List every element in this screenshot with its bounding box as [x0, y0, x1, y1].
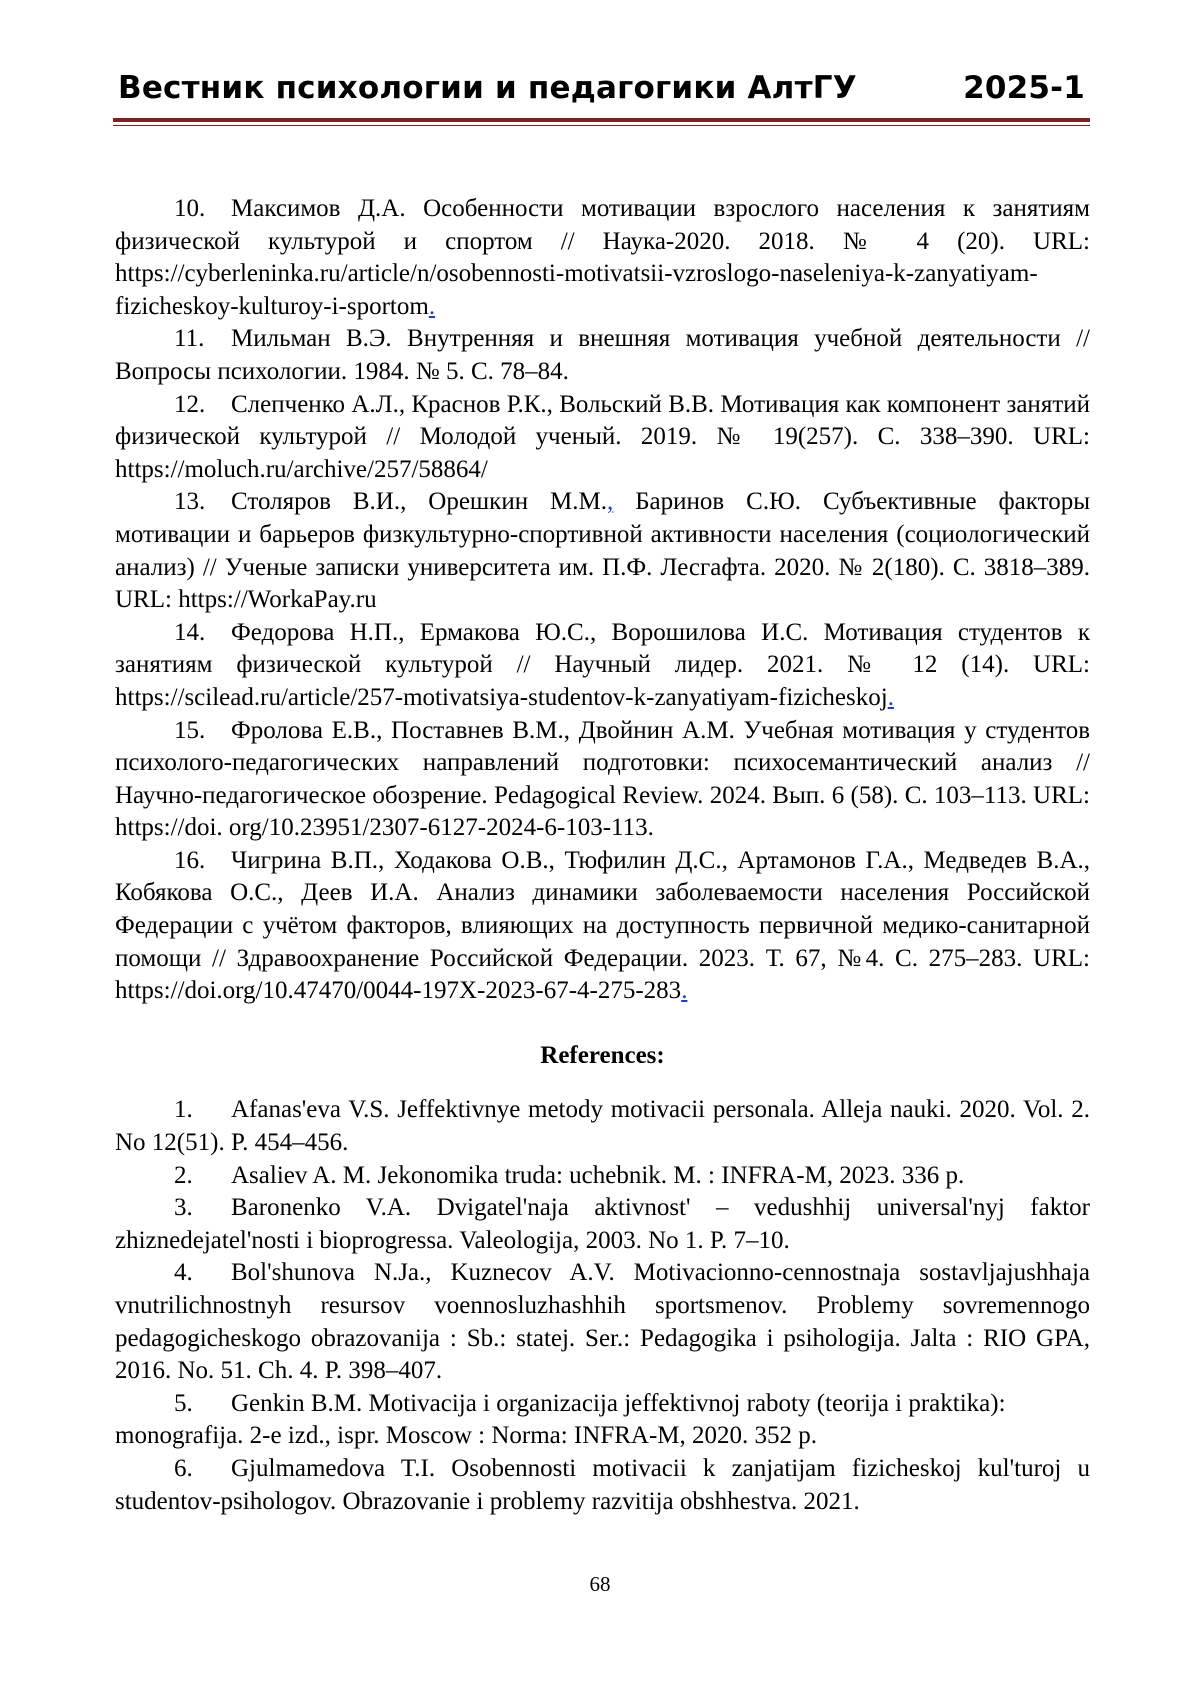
- reference-number: 11.: [174, 323, 231, 356]
- reference-item: [115, 1388, 1090, 1453]
- reference-number: 12.: [174, 389, 231, 422]
- reference-number: 16.: [174, 845, 231, 878]
- reference-item: [115, 389, 1090, 487]
- reference-item: [115, 486, 1090, 616]
- reference-text[interactable]: Слепченко А.Л., Краснов Р.К., Вольский В.В. Мотивация как компонент занятий физической культурой // Молодой ученый. 2019. № 19(257). С. 338–390. URL: https://moluch.ru/archive/257/58864/: [115, 391, 1090, 483]
- reference-text-rest[interactable]: Баринов С.Ю. Субъективные факторы мотивации и барьеров физкультурно-спортивной активности населения (социологический анализ) // Ученые записки университета им. П.Ф. Лесгафта. 2020. № 2(180). С. 3818–389. URL: https://WorkaPay.ru: [115, 488, 1090, 613]
- reference-item: [115, 1257, 1090, 1387]
- journal-title: Вестник психологии и педагогики АлтГУ: [118, 70, 857, 106]
- reference-item: [115, 715, 1090, 845]
- reference-text[interactable]: Чигрина В.П., Ходакова О.В., Тюфилин Д.С., Артамонов Г.А., Медведев В.А., Кобякова О.С., Деев И.А. Анализ динамики заболеваемости населения Российской Федерации с учётом факторов, влияющих на доступность первичной медико-санитарной помощи // Здравоохранение Российской Федерации. 2023. Т. 67, №4. С. 275–283. URL: https://doi.org/10.47470/0044-197X-2023-67-4-275-283: [115, 847, 1090, 1004]
- references-heading: References:: [115, 1040, 1090, 1073]
- reference-number: 1.: [174, 1094, 231, 1127]
- reference-link-dot[interactable]: .: [429, 293, 435, 320]
- issue-number: 2025-1: [963, 70, 1085, 106]
- reference-item: [115, 1453, 1090, 1518]
- reference-text: Gjulmamedova T.I. Osobennosti motivacii k zanjatijam fizicheskoj kul'turoj u studentov-psihologov. Obrazovanie i problemy razvitija obshhestva. 2021.: [115, 1455, 1090, 1515]
- page-number: 68: [0, 1572, 1200, 1597]
- reference-text: Мильман В.Э. Внутренняя и внешняя мотивация учебной деятельности // Вопросы психологии. 1984. № 5. С. 78–84.: [115, 325, 1090, 385]
- reference-item: [115, 1192, 1090, 1257]
- reference-number: 10.: [174, 193, 231, 226]
- reference-item: [115, 845, 1090, 1008]
- reference-link-dot[interactable]: .: [888, 684, 894, 711]
- reference-number: 3.: [174, 1192, 231, 1225]
- reference-text: Asaliev A. M. Jekonomika truda: uchebnik. M. : INFRA-M, 2023. 336 p.: [231, 1162, 964, 1189]
- reference-text: Bol'shunova N.Ja., Kuznecov A.V. Motivacionno-cennostnaja sostavljajushhaja vnutrilichnostnyh resursov voennosluzhashhih sportsmenov. Problemy sovremennogo pedagogicheskogo obrazovanija : Sb.: statej. Ser.: Pedagogika i psihologija. Jalta : RIO GPA, 2016. No. 51. Ch. 4. P. 398–407.: [115, 1259, 1090, 1384]
- reference-text: Столяров В.И., Орешкин М.М.: [231, 488, 607, 515]
- reference-link-comma[interactable]: ,: [607, 488, 613, 515]
- reference-text: Genkin B.M. Motivacija i organizacija jeffektivnoj raboty (teorija i praktika): monografija. 2-e izd., ispr. Moscow : Norma: INFRA-M, 2020. 352 p.: [115, 1390, 1006, 1450]
- reference-item: [115, 193, 1090, 323]
- reference-number: 13.: [174, 486, 231, 519]
- reference-number: 5.: [174, 1388, 231, 1421]
- english-reference-list: [115, 1094, 1090, 1518]
- reference-number: 2.: [174, 1160, 231, 1193]
- reference-number: 15.: [174, 715, 231, 748]
- reference-item: [115, 1094, 1090, 1159]
- reference-item: [115, 323, 1090, 388]
- reference-item: [115, 1160, 1090, 1193]
- reference-item: [115, 617, 1090, 715]
- reference-link-dot[interactable]: .: [681, 977, 687, 1004]
- reference-number: 4.: [174, 1257, 231, 1290]
- russian-reference-list: [115, 193, 1090, 1008]
- reference-number: 14.: [174, 617, 231, 650]
- reference-number: 6.: [174, 1453, 231, 1486]
- journal-header: [118, 70, 1085, 106]
- header-rule-thick: [113, 118, 1090, 122]
- page-content: [115, 193, 1090, 1518]
- reference-text[interactable]: Фролова Е.В., Поставнев В.М., Двойнин А.М. Учебная мотивация у студентов психолого-педагогических направлений подготовки: психосемантический анализ // Научно-педагогическое обозрение. Pedagogical Review. 2024. Вып. 6 (58). С. 103–113. URL: https://doi. org/10.23951/2307-6127-2024-6-103-113.: [115, 717, 1090, 842]
- reference-text[interactable]: Федорова Н.П., Ермакова Ю.С., Ворошилова И.С. Мотивация студентов к занятиям физической культурой // Научный лидер. 2021. № 12 (14). URL: https://scilead.ru/article/257-motivatsiya-studentov-k-zanyatiyam-fizicheskoj: [115, 619, 1090, 711]
- reference-text[interactable]: Максимов Д.А. Особенности мотивации взрослого населения к занятиям физической культурой и спортом // Наука-2020. 2018. № 4 (20). URL: https://cyberleninka.ru/article/n/osobennosti-motivatsii-vzroslogo-naseleniya-k-zanyatiyam-fizicheskoy-kulturoy-i-sportom: [115, 195, 1090, 320]
- reference-text: Baronenko V.A. Dvigatel'naja aktivnost' – vedushhij universal'nyj faktor zhiznedejatel'nosti i bioprogressa. Valeologija, 2003. No 1. P. 7–10.: [115, 1194, 1090, 1254]
- reference-text: Afanas'eva V.S. Jeffektivnye metody motivacii personala. Alleja nauki. 2020. Vol. 2. No 12(51). P. 454–456.: [115, 1096, 1090, 1156]
- header-rule-thin: [113, 125, 1090, 126]
